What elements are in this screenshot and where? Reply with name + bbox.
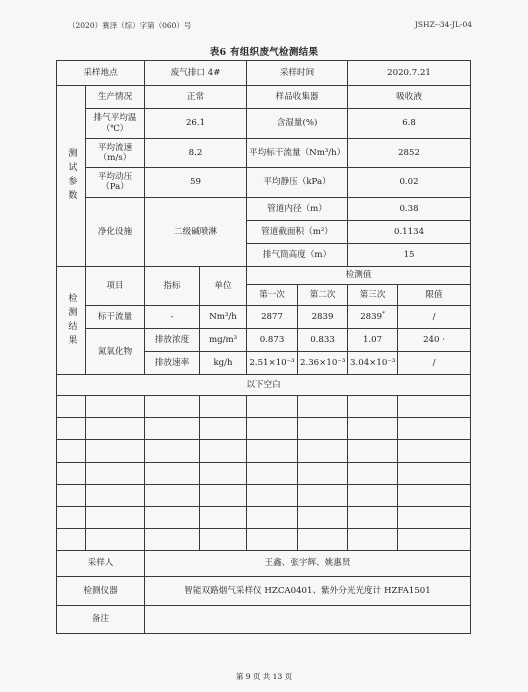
param-row <box>57 168 471 197</box>
item-name: 氮氧化物 <box>86 329 145 375</box>
blank-note-row <box>57 375 471 396</box>
result-row-nox-conc <box>57 329 471 352</box>
param-label: 平均静压（kPa） <box>247 168 348 197</box>
pipe-value: 0.38 <box>348 197 471 220</box>
value-3: 1.07 <box>348 329 398 352</box>
index-name: - <box>145 305 200 328</box>
param-label: 平均标干流量（Nm³/h） <box>247 138 348 167</box>
limit-mark: · <box>442 334 445 345</box>
sub-col-3: 第三次 <box>348 284 398 305</box>
param-label: 平均流速（m/s） <box>86 138 145 167</box>
pipe-value: 0.1134 <box>348 220 471 243</box>
remark-label: 备注 <box>57 605 145 634</box>
table-title: 表6 有组织废气检测结果 <box>209 47 319 58</box>
param-value: 59 <box>145 168 247 197</box>
results-group-cell <box>57 267 86 375</box>
empty-row <box>57 462 471 484</box>
value-2: 2.36×10⁻³ <box>298 352 348 375</box>
empty-row <box>57 506 471 528</box>
info-row <box>57 61 471 86</box>
params-group-cell <box>57 86 86 267</box>
col-item-header: 项目 <box>86 267 145 306</box>
blank-note: 以下空白 <box>57 375 471 396</box>
param-row <box>57 86 471 109</box>
value-2: 0.833 <box>298 329 348 352</box>
param-label: 平均动压（Pa） <box>86 168 145 197</box>
unit: Nm³/h <box>200 305 247 328</box>
site-value: 废气排口 4# <box>145 61 247 86</box>
pipe-label: 管道内径（m） <box>247 197 348 220</box>
sub-col-limit: 限值 <box>398 284 471 305</box>
empty-row <box>57 440 471 462</box>
col-unit-header: 单位 <box>200 267 247 306</box>
instrument-value: 智能双路烟气采样仪 HZCA0401、紫外分光光度计 HZFA1501 <box>145 577 471 605</box>
param-row <box>57 138 471 167</box>
value-1: 0.873 <box>247 329 298 352</box>
col-index-header: 指标 <box>145 267 200 306</box>
pipe-label: 排气筒高度（m） <box>247 243 348 266</box>
param-label: 排气平均温（℃） <box>86 109 145 138</box>
results-header-row <box>57 267 471 285</box>
value-3: 2839 <box>360 312 383 323</box>
param-label: 样品收集器 <box>247 86 348 109</box>
instrument-label: 检测仪器 <box>57 577 145 605</box>
sampler-value: 王鑫、张宇辉、姚惠贤 <box>145 550 471 576</box>
instrument-row <box>57 577 471 605</box>
params-group-label: 测试参数 <box>66 148 77 205</box>
col-value-header: 检测值 <box>247 267 471 285</box>
limit: / <box>398 305 471 328</box>
empty-row <box>57 528 471 550</box>
sub-col-1: 第一次 <box>247 284 298 305</box>
page-number: 第 9 页 共 13 页 <box>235 672 293 681</box>
sampler-row <box>57 550 471 576</box>
param-value: 8.2 <box>145 138 247 167</box>
value-2: 2839 <box>298 305 348 328</box>
site-label: 采样地点 <box>57 61 145 86</box>
limit: 240 <box>423 334 440 345</box>
param-value: 正常 <box>145 86 247 109</box>
param-value: 26.1 <box>145 109 247 138</box>
pipe-value: 15 <box>348 243 471 266</box>
param-value: 0.02 <box>348 168 471 197</box>
empty-row <box>57 484 471 506</box>
remark-value <box>145 605 471 634</box>
pipe-label: 管道截面积（m²） <box>247 220 348 243</box>
empty-row <box>57 396 471 418</box>
value-3: 3.04×10⁻³ <box>348 352 398 375</box>
limit-cell <box>398 329 471 352</box>
results-group-label: 检测结果 <box>66 292 77 349</box>
param-value: 6.8 <box>348 109 471 138</box>
unit: mg/m³ <box>200 329 247 352</box>
value-mark: * <box>382 311 385 318</box>
time-value: 2020.7.21 <box>348 61 471 86</box>
sub-col-2: 第二次 <box>298 284 348 305</box>
sampler-label: 采样人 <box>57 550 145 576</box>
result-row-flow <box>57 305 471 328</box>
purify-label: 净化设施 <box>86 197 145 266</box>
value-1: 2.51×10⁻³ <box>247 352 298 375</box>
index-name: 排放速率 <box>145 352 200 375</box>
param-label: 含湿量(%) <box>247 109 348 138</box>
empty-row <box>57 418 471 440</box>
param-row <box>57 109 471 138</box>
param-label: 生产情况 <box>86 86 145 109</box>
document-number: （2020）赛泽（综）字第（060）号 <box>68 21 192 30</box>
exhaust-gas-result-table <box>56 60 471 634</box>
param-value: 2852 <box>348 138 471 167</box>
unit: kg/h <box>200 352 247 375</box>
limit: / <box>398 352 471 375</box>
item-name: 标干流量 <box>86 305 145 328</box>
param-value: 吸收液 <box>348 86 471 109</box>
remark-row <box>57 605 471 634</box>
form-code: JSHZ--34-JL-04 <box>414 20 472 29</box>
value-1: 2877 <box>247 305 298 328</box>
index-name: 排放浓度 <box>145 329 200 352</box>
time-label: 采样时间 <box>247 61 348 86</box>
purify-value: 二级碱喷淋 <box>145 197 247 266</box>
value-3-cell <box>348 305 398 328</box>
